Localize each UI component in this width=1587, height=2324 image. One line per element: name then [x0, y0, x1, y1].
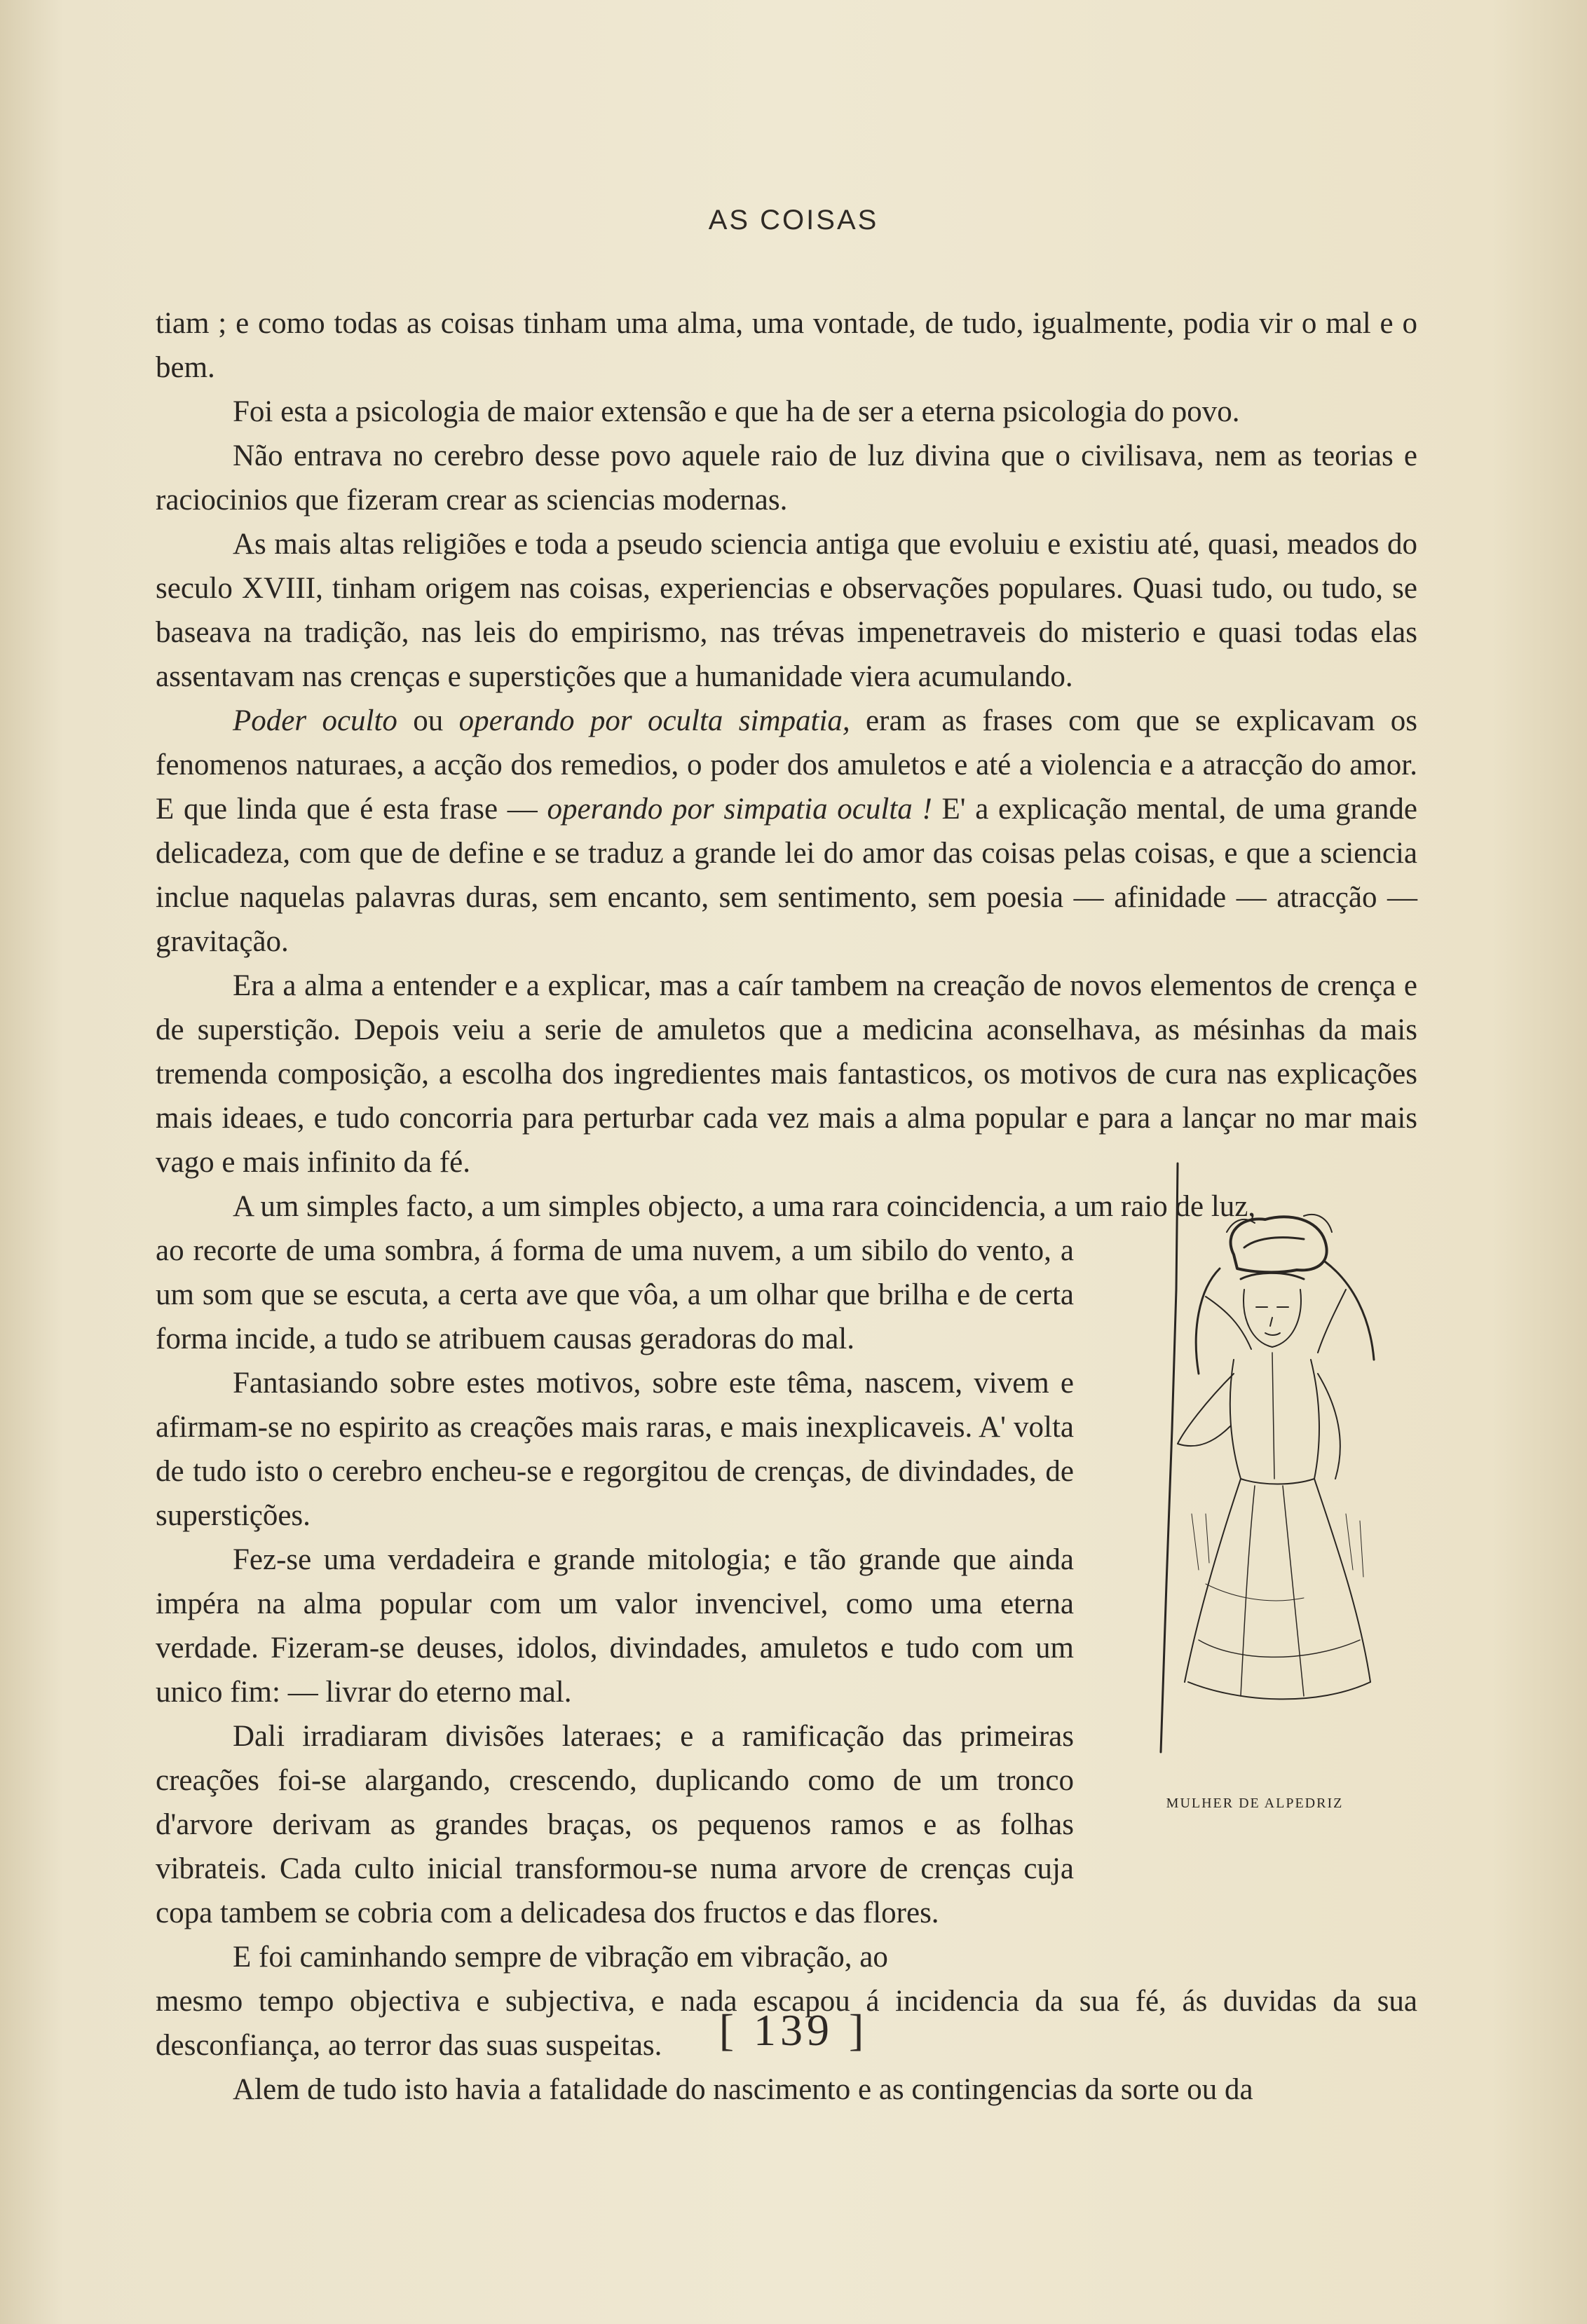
paragraph-9: Fez-se uma verdadeira e grande mitologia; e tão grande que ainda impéra na alma popular com um valor invencivel, como uma eterna verdade. Fizeram-se deuses, idolos, divindades, amuletos e tudo com um unico fim: — livrar do eterno mal.	[156, 1543, 1074, 1709]
paragraph-12: Alem de tudo isto havia a fatalidade do nascimento e as contingencias da sorte ou da	[233, 2073, 1253, 2106]
paragraph-1: tiam ; e como todas as coisas tinham uma alma, uma vontade, de tudo, igualmente, podia vir o mal e o bem.	[156, 307, 1417, 384]
paragraph-4: As mais altas religiões e toda a pseudo sciencia antiga que evoluiu e existiu até, quasi, meados do seculo XVIII, tinham origem nas coisas, experiencias e observações populares. Quasi tudo, ou tudo, se baseava na tradição, nas leis do empirismo, nas trévas impenetraveis do misterio e quasi todas elas assentavam nas crenças e superstições que a humanidade viera acumulando.	[156, 528, 1417, 693]
text-run: eram as frases com que se explicavam os fenomenos naturaes, a acção dos remedios, o poder dos amuletos e até a violencia e a atracção do amor. E que linda que é esta frase —	[156, 704, 1417, 826]
woman-sketch-illustration	[1094, 1149, 1416, 1766]
paragraph-3: Não entrava no cerebro desse povo aquele raio de luz divina que o civilisava, nem as teorias e raciocinios que fizeram crear as sciencias modernas.	[156, 439, 1417, 517]
paragraph-2: Foi esta a psicologia de maior extensão e que ha de ser a eterna psicologia do povo.	[233, 395, 1240, 428]
figure-caption: MULHER DE ALPEDRIZ	[1166, 1796, 1344, 1811]
page-number: [ 139 ]	[718, 2005, 869, 2055]
italic-phrase-2: operando por oculta simpatia,	[458, 704, 850, 737]
paragraph-11-first-line: E foi caminhando sempre de vibração em vibração, ao	[233, 1941, 888, 1974]
running-title: AS COISAS	[708, 205, 879, 235]
text-beside-figure	[156, 1229, 1074, 1979]
paragraph-7-first-line: A um simples facto, a um simples objecto, a uma rara coincidencia, a um raio de luz,	[233, 1190, 1256, 1223]
paragraph-7-continued: ao recorte de uma sombra, á forma de uma nuvem, a um sibilo do vento, a um som que se escuta, a certa ave que vôa, a um olhar que brilha e de certa forma incide, a tudo se atribuem causas geradoras do mal.	[156, 1234, 1074, 1355]
paragraph-5	[156, 699, 1417, 964]
illustration-figure	[1094, 1149, 1416, 1811]
text-run: ou	[397, 704, 459, 737]
paragraph-6: Era a alma a entender e a explicar, mas a caír tambem na creação de novos elementos de crença e de superstição. Depois veiu a serie de amuletos que a medicina aconselhava, as mésinhas da mais tremenda composição, a escolha dos ingredientes mais fantasticos, os motivos de cura nas explicações mais ideaes, e tudo concorria para perturbar cada vez mais a alma popular e para a lançar no mar mais vago e mais infinito da fé.	[156, 969, 1417, 1179]
italic-phrase-1: Poder oculto	[233, 704, 397, 737]
paragraph-8: Fantasiando sobre estes motivos, sobre este têma, nascem, vivem e afirmam-se no espirito as creações mais raras, e mais inexplicaveis. A' volta de tudo isto o cerebro encheu-se e regorgitou de crenças, de divindades, de superstições.	[156, 1367, 1074, 1532]
paragraph-11-continued: mesmo tempo objectiva e subjectiva, e nada escapou á incidencia da sua fé, ás duvidas da sua desconfiança, ao terror das suas suspeitas.	[156, 1985, 1417, 2062]
text-run: E' a explicação mental, de uma grande delicadeza, com que de define e se traduz a grande lei do amor das coisas pelas coisas, e que a sciencia inclue naquelas palavras duras, sem encanto, sem sentimento, sem poesia — afinidade — atracção — gravitação.	[156, 793, 1418, 958]
paragraph-10: Dali irradiaram divisões lateraes; e a ramificação das primeiras creações foi-se alargando, crescendo, duplicando como de um tronco d'arvore derivam as grandes braças, os pequenos ramos e as folhas vibrateis. Cada culto inicial transformou-se numa arvore de crenças cuja copa tambem se cobria com a delicadesa dos fructos e das flores.	[156, 1720, 1074, 1929]
italic-phrase-3: operando por simpatia oculta !	[547, 793, 932, 826]
